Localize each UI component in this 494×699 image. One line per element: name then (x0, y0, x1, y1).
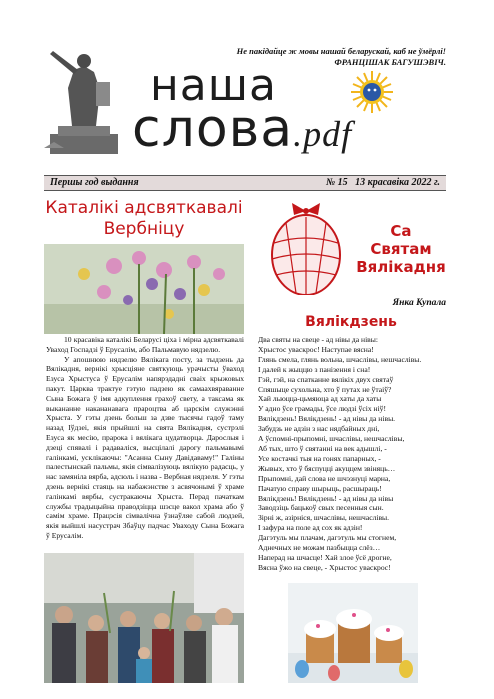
poem-line: Зірні ж, азірніся, шчаслівы, нешчаслівы. (258, 513, 390, 523)
greeting-line1: Са (390, 222, 412, 240)
issue-number-date (326, 176, 440, 190)
poem-line: Глянь смела, глянь вольна, шчаслівы, нешчаслівы. (258, 354, 422, 364)
poem-line: Гэй, гэй, на спатканне вялікіх двух святаў (258, 374, 394, 384)
poem-line: Аб тых, што ў святанні на век адышлі, - (258, 443, 387, 453)
easter-cakes-photo (288, 583, 418, 683)
poem-author: Янка Купала (392, 298, 446, 308)
poem-line: Спяшыце сухольна, хто ў путах не ўтаіў? (258, 384, 392, 394)
poem-line: Наперад на шчасце! Хай злое ўсё дрогне, (258, 552, 392, 562)
easter-greeting (356, 222, 446, 276)
greeting-line3: Вялікадня (356, 258, 446, 276)
poem-line: Аднечных не можам пазбыцца слёз… (258, 543, 381, 553)
poem-line: У адно ўсе грамады, ўсе людзі ўсіх ніў! (258, 404, 387, 414)
poem-line: Дагэтуль мы плачам, дагэтуль мы стогнем, (258, 533, 397, 543)
logo-word-slova (132, 99, 353, 161)
motto-text: Не пакідайце ж мовы нашай беларускай, каб не ўмёрлі! (236, 46, 446, 56)
greeting-line2: Святам (370, 240, 432, 258)
left-title-line1: Каталікі адсвяткавалі (45, 198, 243, 218)
issue-number: № 15 (325, 177, 348, 188)
poem-line: Пачатую справу шырыць, расшыраць! (258, 483, 382, 493)
logo-pdf-text: .pdf (293, 114, 353, 154)
poem-line: Жывых, хто ў бяспуцці акуццем звіняць… (258, 463, 396, 473)
poem-line: Вялікдзень! Вялікдзень! - ад нівы да нівы (258, 493, 394, 503)
poem-line: Заводзіць бацькоў свых песенныя сын. (258, 503, 384, 513)
poem-line: Два святы на свеце - ад нівы да нівы: (258, 335, 378, 344)
poem-line: Хрыстос уваскрос! Наступае вясна! (258, 344, 374, 354)
poem-line: Вясна ўжо на свеце, - Хрыстос уваскрос! (258, 562, 391, 572)
motto-author: ФРАНЦІШАК БАГУШЭВІЧ. (334, 57, 446, 67)
poem-title: Вялікдзень (305, 314, 397, 330)
poem-line: І далей к жыццю з панізення і сна! (258, 364, 371, 374)
year-label: Першы год выдання (50, 177, 139, 188)
procession-photo (44, 553, 244, 683)
left-article-body (46, 335, 244, 541)
left-title-line2: Вербніцу (103, 219, 185, 239)
logo-slova-text: слова (132, 99, 294, 159)
poem-line: А ўспомні-прыпомні, шчаслівы, нешчаслівы, (258, 434, 405, 444)
poem-line: Вялікдзень! Вялікдзень! - ад нівы да нівы. (258, 414, 396, 424)
issue-info-bar (44, 175, 446, 191)
poem-line: Усе костачкі тыя на гонях папарных, - (258, 453, 381, 463)
logo-word-nasha: наша (150, 60, 277, 111)
poem-body (258, 335, 448, 573)
poem-line: Прыпомні, дай слова не шчэзнуці марна, (258, 473, 391, 483)
left-article-title (44, 198, 244, 240)
left-paragraph-2: У апошнюю нядзелю Вялікага посту, за тыдзень да Вялікадня, вернікі хрысціяне святкуюць урачысты ўваход Езуса Хрыстуса ў Ерусалім напярэдадні сваіх крыжовых пакут. Царква трактуе гэтую падзею як самаахвяраванне Сына Божага ў імя адкуплення грахоў свету, а таксама як выкананне накананавага прароцтва аб царскім служэнні Хрыста. У гэты дзень больш за дзве тысячы гадоў таму назад Іўдзеі, якія прыйшлі на свята Вялікадня, сустрэлі Езуса як месію, прарока і вялікага цудатворца. Дарослыя і дзеці спявалі і радаваліся, высцілалі дарогу пальмавымі галінкамі, усклікаючы: "Асанна Сыну Давідаваму!" Галіны палестынскай пальмы, якія сімвалізуюць вялікую радасць, у нас замяніла вярба, адсюль і назва - Вербная нядзеля. У гэты дзень вернікі стаяць на набажэнстве з асвячонымі ў храме галінкамі вярбы, сустракаючы Хрыста. Перад пачаткам службы традыцыйна праводзіцца шэсце вакол храма або ў самім храме. Працэсія сімвалічна ўзнаўляе сабой людзей, якія выйшлі насустрач Збаўцу падчас Уваходу Сына Божага ў Ерусалім. (46, 354, 244, 540)
left-paragraph-1: 10 красавіка каталікі Беларусі ціха і мірна адсвяткавалі Уваход Госпадзі ў Ерусалім, або Пальмавую нядзелю. (46, 335, 244, 354)
poem-line: Забудзь не адзін з нас нядбайных дні, (258, 424, 380, 434)
statue-illustration (44, 48, 124, 154)
poem-line: Хай льюцца-цьмяюца ад хаты да хаты (258, 394, 382, 404)
palm-branches-photo (44, 244, 244, 334)
sun-emblem-icon (350, 70, 394, 114)
poem-line: І зафура на поле ад сох як адзін! (258, 523, 363, 533)
issue-date: 13 красавіка 2022 г. (355, 177, 440, 188)
